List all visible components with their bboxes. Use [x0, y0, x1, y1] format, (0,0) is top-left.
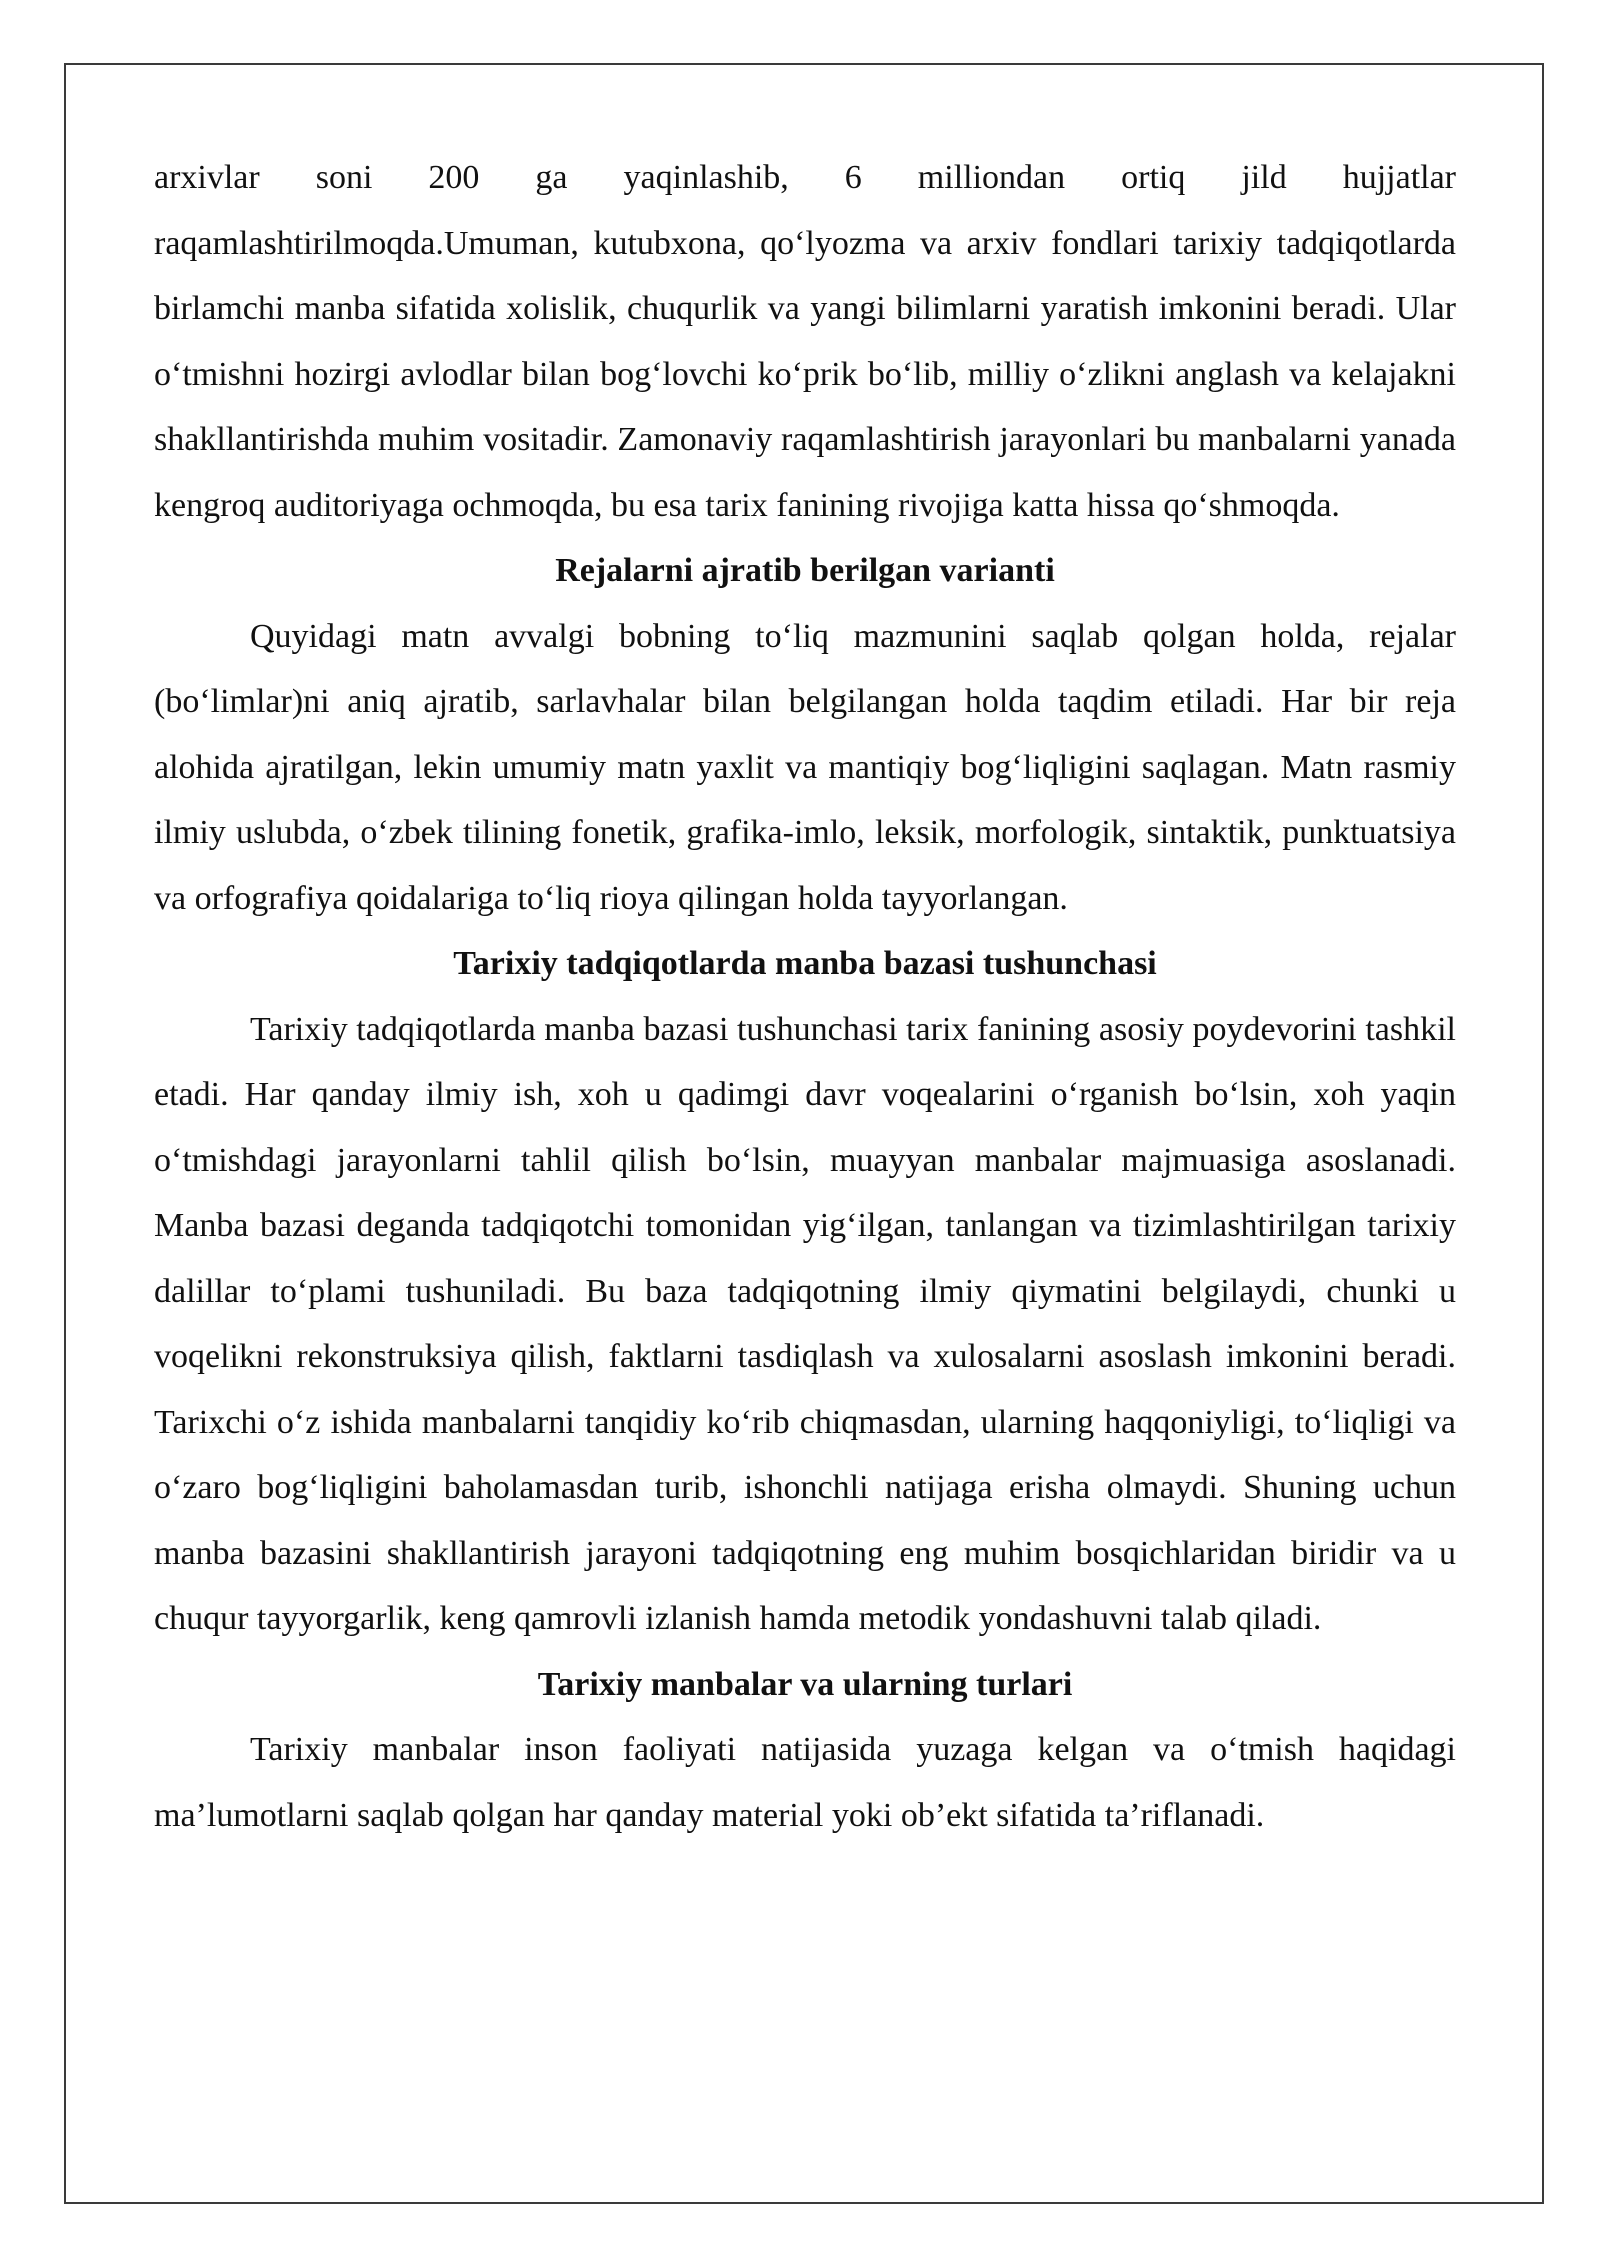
paragraph-continued: arxivlar soni 200 ga yaqinlashib, 6 milliondan ortiq jild hujjatlar raqamlashtirilmoqda.Umuman, kutubxona, qo‘lyozma va arxiv fondlari tarixiy tadqiqotlarda birlamchi manba sifatida xolislik, chuqurlik va yangi bilimlarni yaratish imkonini beradi. Ular o‘tmishni hozirgi avlodlar bilan bog‘lovchi ko‘prik bo‘lib, milliy o‘zlikni anglash va kelajakni shakllantirishda muhim vositadir. Zamonaviy raqamlashtirish jarayonlari bu manbalarni yanada kengroq auditoriyaga ochmoqda, bu esa tarix fanining rivojiga katta hissa qo‘shmoqda. — [154, 159, 1456, 524]
section-heading-source-base: Tarixiy tadqiqotlarda manba bazasi tushunchasi — [453, 945, 1157, 982]
paragraph-source-base: Tarixiy tadqiqotlarda manba bazasi tushunchasi tarix fanining asosiy poydevorini tashkil etadi. Har qanday ilmiy ish, xoh u qadimgi davr voqealarini o‘rganish bo‘lsin, xoh yaqin o‘tmishdagi jarayonlarni tahlil qilish bo‘lsin, muayyan manbalar majmuasiga asoslanadi. Manba bazasi deganda tadqiqotchi tomonidan yig‘ilgan, tanlangan va tizimlashtirilgan tarixiy dalillar to‘plami tushuniladi. Bu baza tadqiqotning ilmiy qiymatini belgilaydi, chunki u voqelikni rekonstruksiya qilish, faktlarni tasdiqlash va xulosalarni asoslash imkonini beradi. Tarixchi o‘z ishida manbalarni tanqidiy ko‘rib chiqmasdan, ularning haqqoniyligi, to‘liqligi va o‘zaro bog‘liqligini baholamasdan turib, ishonchli natijaga erisha olmaydi. Shuning uchun manba bazasini shakllantirish jarayoni tadqiqotning eng muhim bosqichlaridan biridir va u chuqur tayyorgarlik, keng qamrovli izlanish hamda metodik yondashuvni talab qiladi. — [154, 1010, 1456, 1637]
paragraph-plans-intro: Quyidagi matn avvalgi bobning to‘liq mazmunini saqlab qolgan holda, rejalar (bo‘limlar)ni aniq ajratib, sarlavhalar bilan belgilangan holda taqdim etiladi. Har bir reja alohida ajratilgan, lekin umumiy matn yaxlit va mantiqiy bog‘liqligini saqlagan. Matn rasmiy ilmiy uslubda, o‘zbek tilining fonetik, grafika-imlo, leksik, morfologik, sintaktik, punktuatsiya va orfografiya qoidalariga to‘liq rioya qilingan holda tayyorlangan. — [154, 617, 1456, 917]
section-heading-source-types: Tarixiy manbalar va ularning turlari — [537, 1665, 1073, 1703]
paragraph-source-types: Tarixiy manbalar inson faoliyati natijasida yuzaga kelgan va o‘tmish haqidagi ma’lumotlarni saqlab qolgan har qanday material yoki ob’ekt sifatida ta’riflanadi. — [154, 1731, 1456, 1834]
section-heading-plans: Rejalarni ajratib berilgan varianti — [555, 552, 1055, 589]
document-body — [154, 145, 1456, 1848]
